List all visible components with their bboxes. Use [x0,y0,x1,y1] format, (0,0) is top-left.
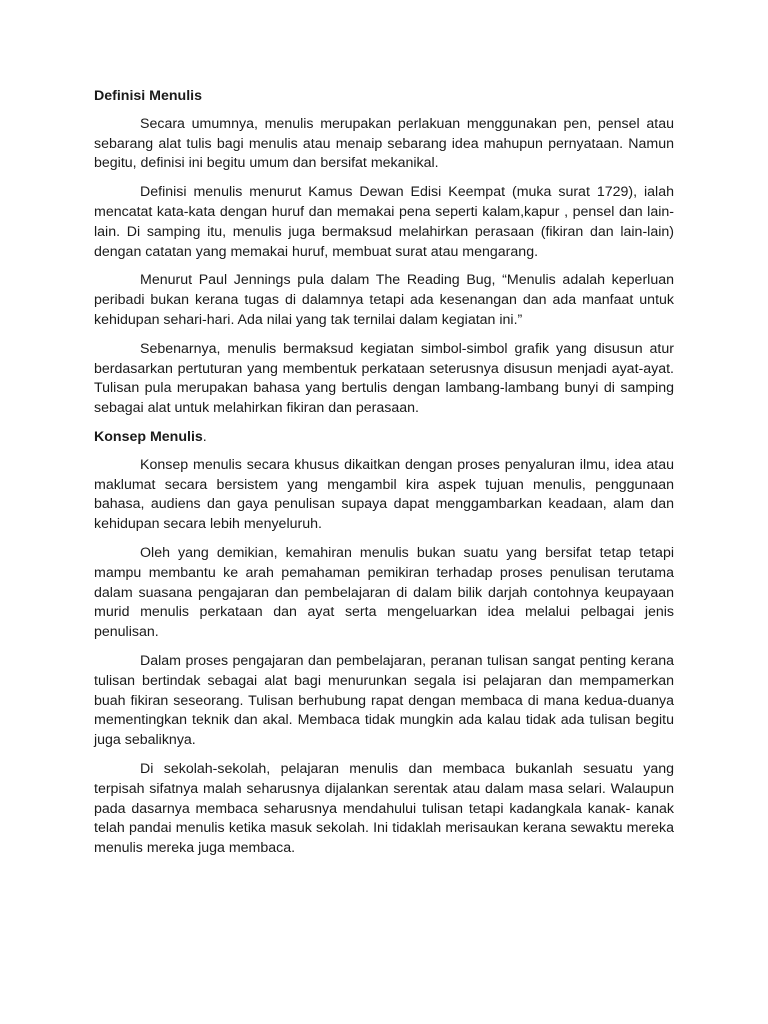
paragraph: Definisi menulis menurut Kamus Dewan Edisi Keempat (muka surat 1729), ialah mencatat kata-kata dengan huruf dan memakai pena seperti kalam,kapur , pensel dan lain-lain. Di samping itu, menulis juga bermaksud melahirkan perasaan (fikiran dan lain-lain) dengan catatan yang memakai huruf, membuat surat atau mengarang. [94,184,674,260]
paragraph: Secara umumnya, menulis merupakan perlakuan menggunakan pen, pensel atau sebarang alat tulis bagi menulis atau menaip sebarang idea mahupun pernyataan. Namun begitu, definisi ini begitu umum dan bersifat mekanikal. [94,115,674,172]
section-konsep-menulis [94,428,674,859]
paragraph: Dalam proses pengajaran dan pembelajaran, peranan tulisan sangat penting kerana tulisan bertindak sebagai alat bagi menurunkan segala isi pelajaran dan mempamerkan buah fikiran seseorang. Tulisan berhubung rapat dengan membaca di mana kedua-duanya mementingkan teknik dan akal. Membaca tidak mungkin ada kalau tidak ada tulisan begitu juga sebaliknya. [94,652,674,749]
section-heading-suffix: . [202,428,207,445]
section-heading-text: Definisi Menulis [94,88,202,104]
paragraph: Sebenarnya, menulis bermaksud kegiatan simbol-simbol grafik yang disusun atur berdasarkan pertuturan yang membentuk perkataan seterusnya disusun menjadi ayat-ayat. Tulisan pula merupakan bahasa yang bertulis dengan lambang-lambang bunyi di samping sebagai alat untuk melahirkan fikiran dan perasaan. [94,340,674,417]
section-heading [94,428,674,448]
section-heading [94,87,674,107]
paragraph: Oleh yang demikian, kemahiran menulis bukan suatu yang bersifat tetap tetapi mampu membantu ke arah pemahaman pemikiran terhadap proses penulisan terutama dalam suasana pengajaran dan pembelajaran di dalam bilik darjah contohnya keupayaan murid menulis perkataan dan ayat serta mengeluarkan idea melalui pelbagai jenis penulisan. [94,544,674,641]
paragraph: Di sekolah-sekolah, pelajaran menulis dan membaca bukanlah sesuatu yang terpisah sifatnya malah seharusnya dijalankan serentak atau dalam masa selari. Walaupun pada dasarnya membaca seharusnya mendahului tulisan tetapi kadangkala kanak- kanak telah pandai menulis ketika masuk sekolah. Ini tidaklah merisaukan kerana sewaktu mereka menulis mereka juga membaca. [94,760,674,857]
paragraph: Konsep menulis secara khusus dikaitkan dengan proses penyaluran ilmu, idea atau maklumat secara bersistem yang mengambil kira aspek tujuan menulis, penggunaan bahasa, audiens dan gaya penulisan supaya dapat menggambarkan keadaan, alam dan kehidupan secara lebih menyeluruh. [94,456,674,533]
section-definisi-menulis [94,87,674,419]
section-heading-text: Konsep Menulis [94,428,203,445]
paragraph: Menurut Paul Jennings pula dalam The Reading Bug, “Menulis adalah keperluan peribadi bukan kerana tugas di dalamnya tetapi ada kesenangan dan ada manfaat untuk kehidupan sehari-hari. Ada nilai yang tak ternilai dalam kegiatan ini.” [94,272,674,328]
